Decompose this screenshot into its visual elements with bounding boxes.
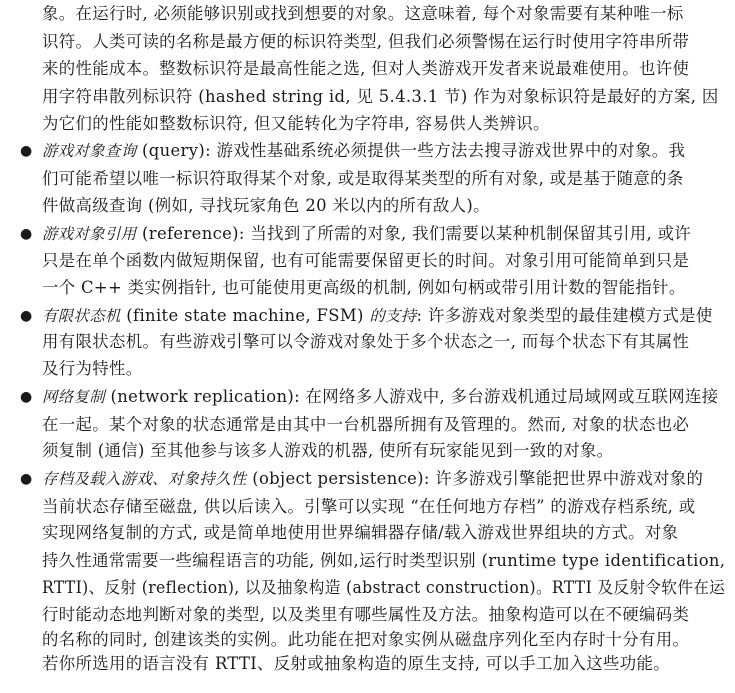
term-fsm: 有限状态机 xyxy=(42,306,121,325)
bullet-text: : 许多游戏对象类型的最佳建模方式是使 xyxy=(416,305,713,325)
bullet-marker: ● xyxy=(20,388,33,405)
bullet-text: (reference): 当找到了所需的对象, 我们需要以某种机制保留其引用, 或许 xyxy=(136,223,692,243)
term-persistence: 存档及载入游戏、对象持久性 xyxy=(42,469,247,488)
bullet-line: 一个 C++ 类实例指针, 也可能使用更高级的机制, 例如句柄或带引用计数的智能指针。 xyxy=(42,277,686,297)
bullet-text: (network replication): 在网络多人游戏中, 多台游戏机通过局域网或互联网连接 xyxy=(104,386,719,406)
intro-line: 用字符串散列标识符 (hashed string id, 见 5.4.3.1 节) 作为对象标识符是最好的方案, 因 xyxy=(42,86,719,106)
bullet-text: (query): 游戏性基础系统必须提供一些方法去搜寻游戏世界中的对象。我 xyxy=(136,141,686,161)
bullet-marker: ● xyxy=(20,470,33,487)
intro-line: 象。在运行时, 必须能够识别或找到想要的对象。这意味着, 每个对象需要有某种唯一标 xyxy=(42,3,684,23)
bullet-marker: ● xyxy=(20,307,33,324)
bullet-line: 在一起。某个对象的状态通常是由其中一台机器所拥有及管理的。然而, 对象的状态也必 xyxy=(42,414,690,434)
bullet-persistence-first-line xyxy=(42,467,703,492)
term-query: 游戏对象查询 xyxy=(42,142,137,161)
intro-line: 为它们的性能如整数标识符, 但又能转化为字符串, 容易供人类辨识。 xyxy=(42,113,550,133)
bullet-marker: ● xyxy=(20,225,33,242)
term-fsm-support: 的支持 xyxy=(369,306,417,325)
bullet-network-first-line xyxy=(42,385,718,410)
bullet-line: RTTI)、反射 (reflection), 以及抽象构造 (abstract construction)。RTTI 及反射令软件在运 xyxy=(42,577,726,597)
bullet-line: 行时能动态地判断对象的类型, 以及类里有哪些属性及方法。抽象构造可以在不硬编码类 xyxy=(42,604,690,624)
intro-line: 来的性能成本。整数标识符是最高性能之选, 但对人类游戏开发者来说最难使用。也许使 xyxy=(42,59,690,79)
bullet-text: (object persistence): 许多游戏引擎能把世界中游戏对象的 xyxy=(246,468,704,488)
term-network-replication: 网络复制 xyxy=(42,387,105,406)
bullet-line: 的名称的同时, 创建该类的实例。此功能在把对象实例从磁盘序列化至内存时十分有用。 xyxy=(42,630,690,650)
bullet-reference-first-line xyxy=(42,222,691,247)
bullet-line: 们可能希望以唯一标识符取得某个对象, 或是取得某类型的所有对象, 或是基于随意的条 xyxy=(42,169,684,189)
bullet-query-first-line xyxy=(42,139,685,164)
bullet-line: 只是在单个函数内做短期保留, 也有可能需要保留更长的时间。对象引用可能简单到只是 xyxy=(42,251,690,271)
intro-line: 识符。人类可读的名称是最方便的标识符类型, 但我们必须警惕在运行时使用字符串所带 xyxy=(42,31,690,51)
bullet-line: 须复制 (通信) 至其他参与该多人游戏的机器, 使所有玩家能见到一致的对象。 xyxy=(42,441,614,461)
term-reference: 游戏对象引用 xyxy=(42,224,137,243)
bullet-line: 若你所选用的语言没有 RTTI、反射或抽象构造的原生支持, 可以手工加入这些功能。 xyxy=(42,654,670,674)
bullet-line: 当前状态存储至磁盘, 供以后读入。引擎可以实现 “在任何地方存档” 的游戏存档系统, 或 xyxy=(42,496,696,516)
bullet-marker: ● xyxy=(20,143,33,160)
bullet-line: 实现网络复制的方式, 或是简单地使用世界编辑器存储/载入游戏世界组块的方式。对象 xyxy=(42,523,679,543)
bullet-line: 用有限状态机。有些游戏引擎可以令游戏对象处于多个状态之一, 而每个状态下有其属性 xyxy=(42,332,690,352)
bullet-text: (finite state machine, FSM) xyxy=(120,305,370,325)
bullet-line: 及行为特性。 xyxy=(42,359,143,379)
bullet-line: 持久性通常需要一些编程语言的功能, 例如,运行时类型识别 (runtime type identification, xyxy=(42,551,726,571)
bullet-fsm-first-line xyxy=(42,304,713,329)
bullet-line: 件做高级查询 (例如, 寻找玩家角色 20 米以内的所有敌人)。 xyxy=(42,195,490,215)
